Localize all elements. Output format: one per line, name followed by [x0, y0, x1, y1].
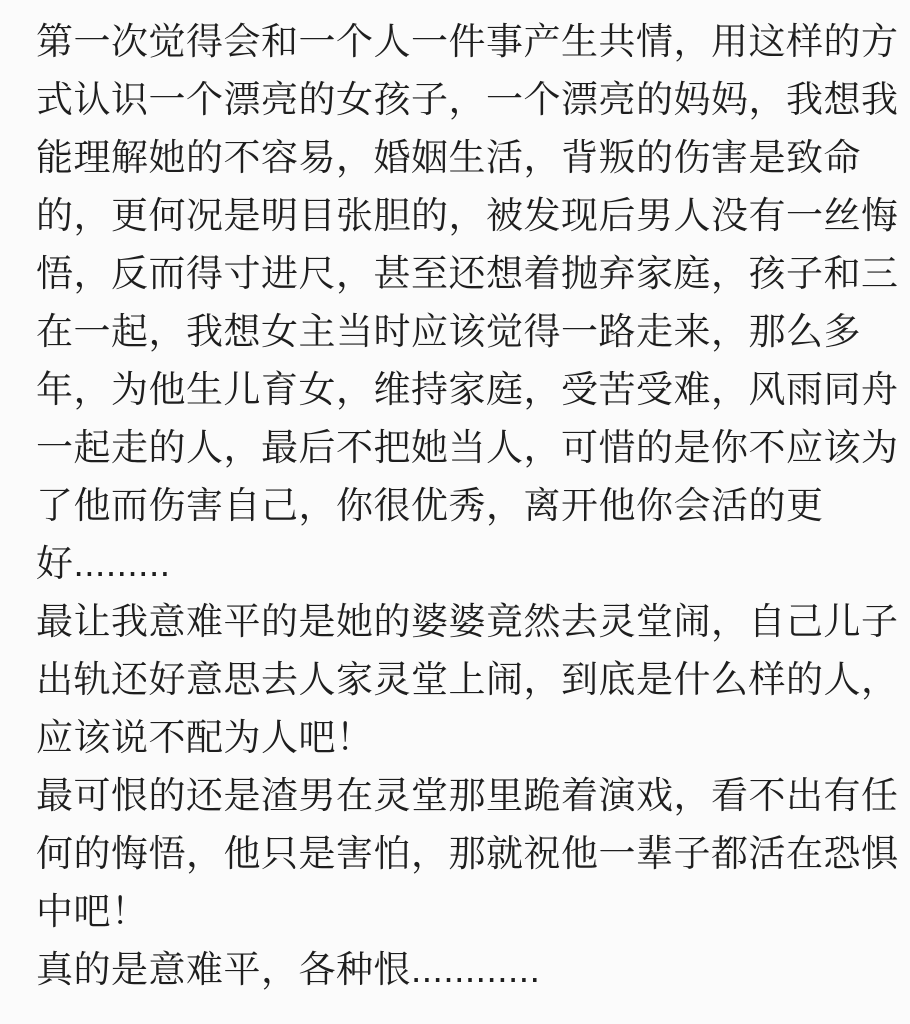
- text-line: 应该说不配为人吧！: [36, 717, 374, 758]
- text-line: 年，为他生儿育女，维持家庭，受苦受难，风雨同舟: [36, 369, 899, 410]
- text-line: 真的是意难平，各种恨............: [36, 949, 541, 990]
- text-line: 的，更何况是明目张胆的，被发现后男人没有一丝悔: [36, 195, 899, 236]
- text-line: 何的悔悟，他只是害怕，那就祝他一辈子都活在恐惧: [36, 833, 899, 874]
- text-line: 一起走的人，最后不把她当人，可惜的是你不应该为: [36, 427, 899, 468]
- text-line: 最可恨的还是渣男在灵堂那里跪着演戏，看不出有任: [36, 775, 899, 816]
- text-line: 在一起，我想女主当时应该觉得一路走来，那么多: [36, 311, 861, 352]
- text-line: 最让我意难平的是她的婆婆竟然去灵堂闹，自己儿子: [36, 601, 899, 642]
- text-line: 好.........: [36, 543, 171, 584]
- text-line: 中吧！: [36, 891, 149, 932]
- text-line: 式认识一个漂亮的女孩子，一个漂亮的妈妈，我想我: [36, 79, 899, 120]
- text-line: 了他而伤害自己，你很优秀，离开他你会活的更: [36, 485, 824, 526]
- text-line: 悟，反而得寸进尺，甚至还想着抛弃家庭，孩子和三: [36, 253, 899, 294]
- text-line: 第一次觉得会和一个人一件事产生共情，用这样的方: [36, 21, 899, 62]
- text-line: 能理解她的不容易，婚姻生活，背叛的伤害是致命: [36, 137, 861, 178]
- text-line: 出轨还好意思去人家灵堂上闹，到底是什么样的人，: [36, 659, 899, 700]
- comment-text-block: [36, 13, 899, 999]
